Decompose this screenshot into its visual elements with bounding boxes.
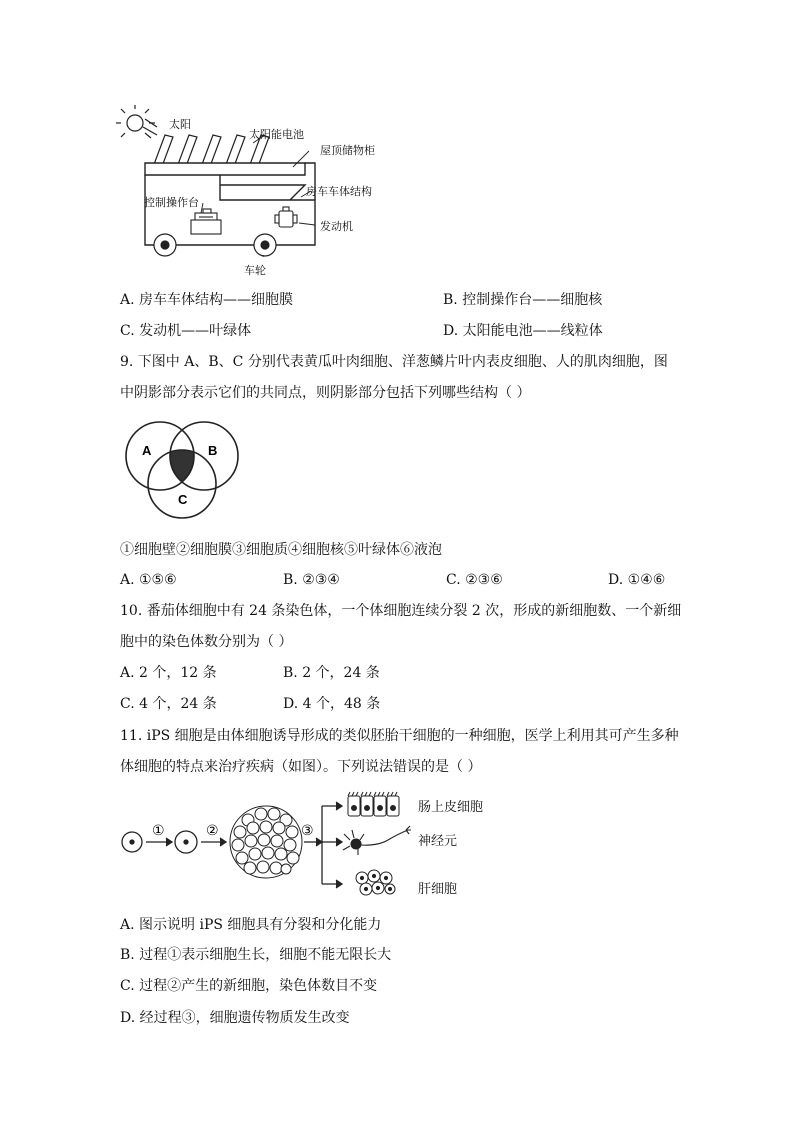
label-sun: 太阳 [169, 118, 191, 131]
q10-stem-line2: 胞中的染色体数分别为（ ） [120, 634, 293, 650]
sun-icon [116, 105, 157, 138]
step-3-label: ③ [301, 823, 314, 839]
q9-stem-line2: 中阴影部分表示它们的共同点，则阴影部分包括下列哪些结构（ ） [120, 385, 531, 401]
q10-option-d: D. 4 个，48 条 [283, 696, 381, 712]
q10-option-c: C. 4 个，24 条 [120, 696, 217, 712]
q10-option-a: A. 2 个，12 条 [120, 665, 217, 681]
q9-option-d: D. ①④⑥ [608, 572, 666, 588]
q11-option-c: C. 过程②产生的新细胞，染色体数目不变 [120, 978, 378, 994]
q11-stem-line1: 11. iPS 细胞是由体细胞诱导形成的类似胚胎干细胞的一种细胞，医学上利用其可产生多种 [120, 728, 679, 744]
label-solar-panel: 太阳能电池 [249, 128, 304, 141]
label-roof-storage: 屋顶储物柜 [320, 144, 375, 157]
venn-label-c: C [178, 492, 188, 507]
liver-cell-shape [356, 870, 395, 895]
engine-shape [275, 207, 297, 227]
q11-option-b: B. 过程①表示细胞生长，细胞不能无限长大 [120, 947, 392, 963]
cell-cluster-shape [230, 806, 302, 878]
q9-items: ①细胞壁②细胞膜③细胞质④细胞核⑤叶绿体⑥液泡 [120, 542, 442, 558]
label-wheel: 车轮 [244, 264, 266, 277]
q11-option-d: D. 经过程③，细胞遗传物质发生改变 [120, 1010, 350, 1026]
label-intestinal-cell: 肠上皮细胞 [418, 800, 484, 815]
label-engine: 发动机 [320, 220, 353, 233]
label-neuron: 神经元 [418, 834, 458, 849]
q11-stem-line2: 体细胞的特点来治疗疾病（如图）。下列说法错误的是（ ） [120, 759, 482, 775]
q11-option-a: A. 图示说明 iPS 细胞具有分裂和分化能力 [120, 917, 382, 933]
ips-diagram [118, 790, 418, 900]
step-1-label: ① [152, 823, 165, 839]
q9-option-c: C. ②③⑥ [446, 572, 503, 588]
q9-option-b: B. ②③④ [283, 572, 340, 588]
label-console: 控制操作台 [144, 196, 199, 209]
q8-option-c: C. 发动机——叶绿体 [120, 323, 252, 339]
label-liver-cell: 肝细胞 [418, 882, 458, 897]
venn-diagram [120, 418, 244, 520]
venn-label-b: B [208, 443, 218, 458]
q10-stem-line1: 10. 番茄体细胞中有 24 条染色体，一个体细胞连续分裂 2 次，形成的新细胞数、一个新细 [120, 603, 682, 619]
q8-option-d: D. 太阳能电池——线粒体 [443, 323, 603, 339]
label-body-structure: 房车车体结构 [306, 185, 372, 198]
neuron-shape [343, 826, 411, 855]
venn-label-a: A [142, 443, 152, 458]
q8-option-b: B. 控制操作台——细胞核 [443, 292, 603, 308]
q9-stem-line1: 9. 下图中 A、B、C 分别代表黄瓜叶肉细胞、洋葱鳞片叶内表皮细胞、人的肌肉细胞，图 [120, 354, 668, 370]
step-2-label: ② [206, 823, 219, 839]
q8-option-a: A. 房车车体结构——细胞膜 [120, 292, 294, 308]
q10-option-b: B. 2 个，24 条 [283, 665, 380, 681]
epithelial-cell-shape [348, 792, 399, 816]
q9-option-a: A. ①⑤⑥ [120, 572, 177, 588]
console-shape [191, 209, 221, 234]
